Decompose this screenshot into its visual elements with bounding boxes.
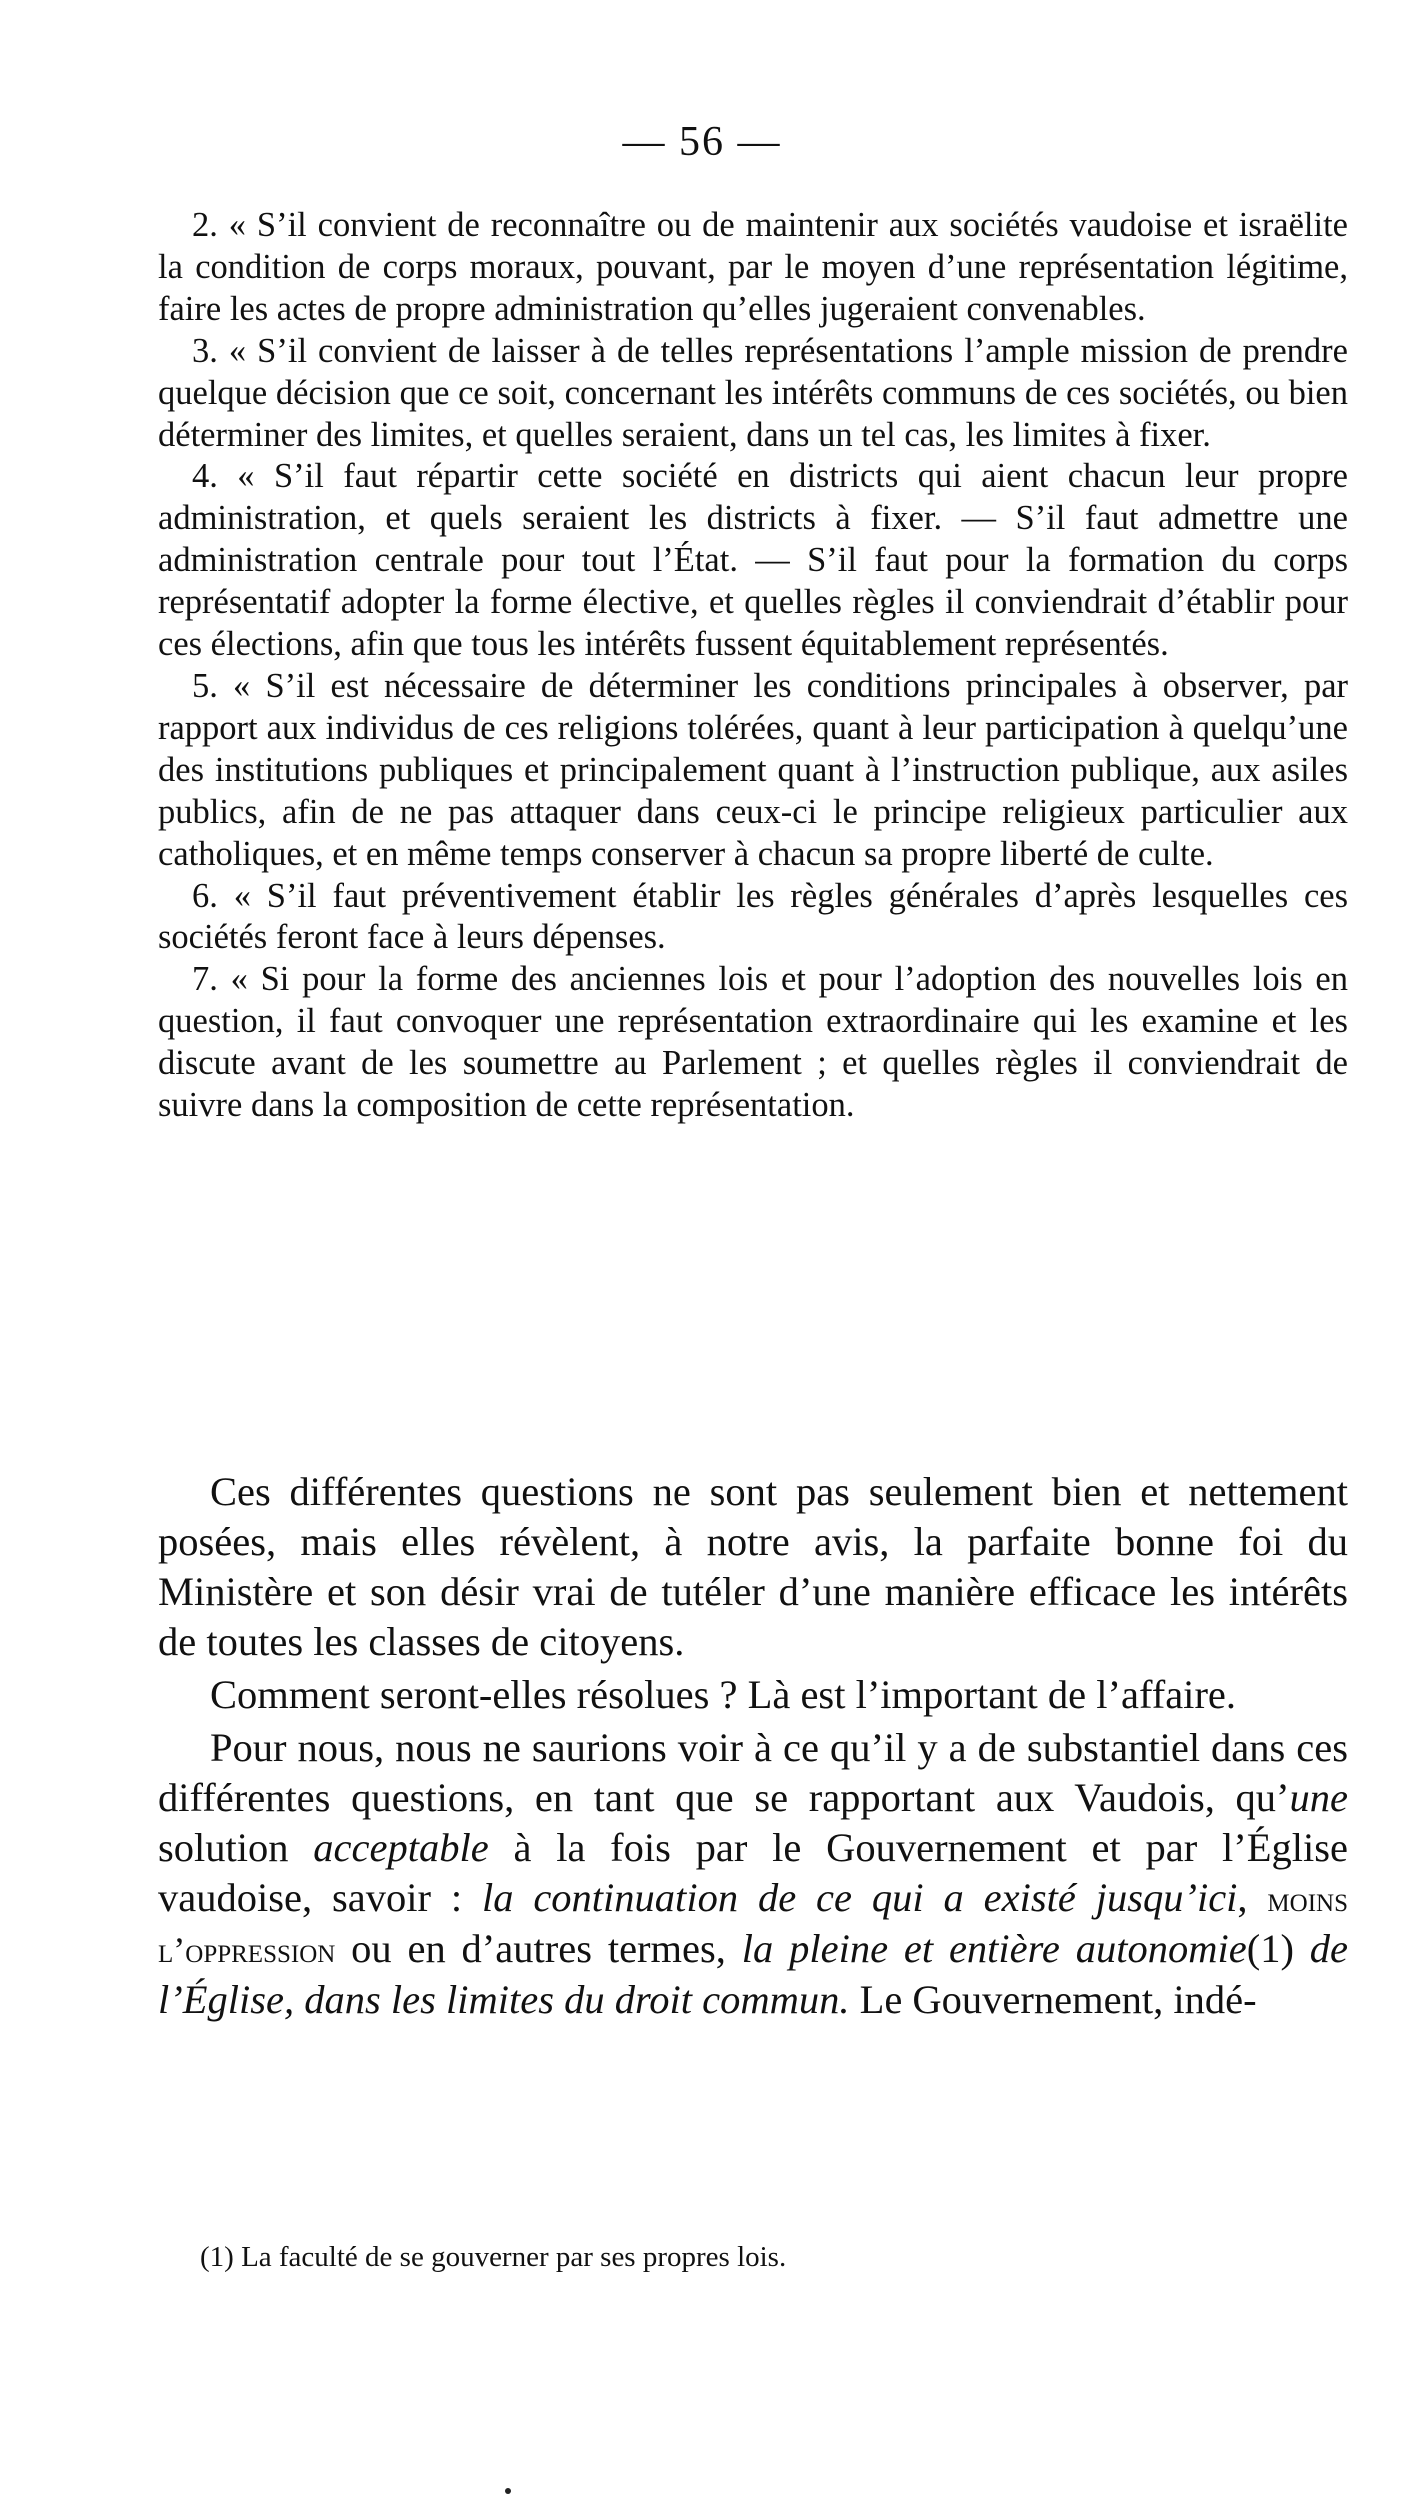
commentary-paragraph-2: Comment seront-elles résolues ? Là est l’important de l’affaire. xyxy=(210,1672,1237,1717)
page-number: — 56 — xyxy=(622,119,782,165)
question-5: 5. « S’il est nécessaire de déterminer les conditions principales à observer, par rapport aux individus de ces religions tolérées, quant à leur participation à quelqu’une des institutions publiques et principalement quant à l’instruction publique, aux asiles publics, afin de ne pas attaquer dans ceux-ci le principe religieux particulier aux catholiques, et en même temps conserver à chacun sa propre liberté de culte. xyxy=(158,666,1348,873)
emphasis-autonomie: la pleine et entière autonomie xyxy=(741,1926,1247,1971)
commentary-paragraph-3 xyxy=(158,1723,1348,2025)
footnote: (1) La faculté de se gouverner par ses propres lois. xyxy=(200,2241,787,2273)
question-3: 3. « S’il convient de laisser à de telles représentations l’ample mission de prendre quelque décision que ce soit, concernant les intérêts communs de ces sociétés, ou bien déterminer des limites, et quelles seraient, dans un tel cas, les limites à fixer. xyxy=(158,331,1348,454)
question-2: 2. « S’il convient de reconnaître ou de maintenir aux sociétés vaudoise et israëlite la condition de corps moraux, pouvant, par le moyen d’une représentation légitime, faire les actes de propre administration qu’elles jugeraient convenables. xyxy=(158,206,1348,328)
ink-speck xyxy=(505,2488,511,2494)
commentary-paragraph-1: Ces différentes questions ne sont pas seulement bien et nettement posées, mais elles révèlent, à notre avis, la parfaite bonne foi du Ministère et son désir vrai de tutéler d’une manière efficace les intérêts de toutes les classes de citoyens. xyxy=(158,1469,1348,1664)
text-run: Le Gouvernement, indé- xyxy=(849,1977,1257,2022)
question-6: 6. « S’il faut préventivement établir les règles générales d’après lesquelles ces sociétés feront face à leurs dépenses. xyxy=(158,876,1348,957)
questions-list xyxy=(158,205,1348,1127)
question-4: 4. « S’il faut répartir cette société en districts qui aient chacun leur propre administration, et quels seraient les districts à fixer. — S’il faut admettre une administration centrale pour tout l’État. — S’il faut pour la formation du corps représentatif adopter la forme élective, et quelles règles il conviendrait d’établir pour ces élections, afin que tous les intérêts fussent équitablement représentés. xyxy=(158,457,1348,664)
footnote-reference[interactable]: (1) xyxy=(1246,1926,1294,1971)
emphasis-droit-commun: de l’Église, dans les limites du droit commun. xyxy=(158,1926,1348,2022)
text-run: Pour nous, nous ne saurions voir à ce qu’il y a de substantiel dans ces différentes questions, en tant que se rapportant aux Vaudois, qu’ xyxy=(158,1725,1348,1820)
text-run: ou en d’autres termes, xyxy=(335,1926,742,1971)
emphasis-une: une xyxy=(1289,1775,1348,1820)
text-run: à la fois par le Gouvernement et par l’Église vaudoise, savoir : xyxy=(158,1825,1348,1920)
emphasis-continuation: la continuation de ce qui a existé jusqu’ici xyxy=(481,1875,1238,1920)
question-7: 7. « Si pour la forme des anciennes lois et pour l’adoption des nouvelles lois en question, il faut convoquer une représentation extraordinaire qui les examine et les discute avant de les soumettre au Parlement ; et quelles règles il conviendrait de suivre dans la composition de cette représentation. xyxy=(158,960,1348,1125)
small-caps-oppression: moins l’oppression xyxy=(158,1879,1348,1970)
text-run: , xyxy=(1237,1875,1268,1920)
commentary xyxy=(158,1467,1348,2025)
emphasis-acceptable: acceptable xyxy=(313,1825,489,1870)
text-run: solution xyxy=(158,1825,314,1870)
